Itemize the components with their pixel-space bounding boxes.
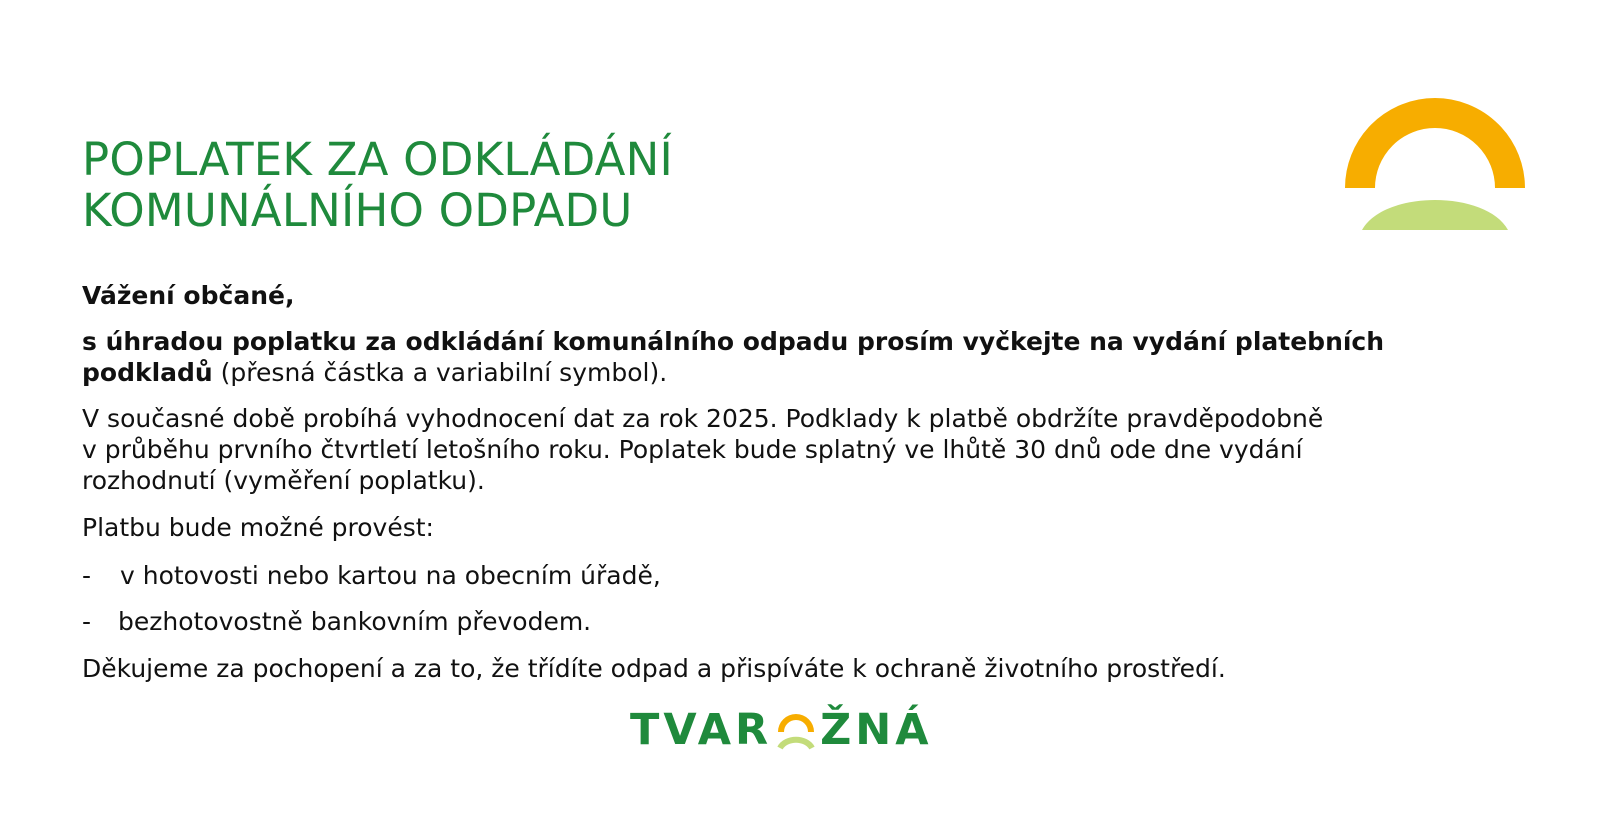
evaluation-info-line-2: v průběhu prvního čtvrtletí letošního roku. Poplatek bude splatný ve lhůtě 30 dnů ode dne vydání	[82, 435, 1303, 464]
list-item	[82, 560, 661, 591]
bullet-text-transfer: bezhotovostně bankovním převodem.	[118, 607, 592, 636]
payment-wait-notice	[82, 326, 1522, 388]
wordmark-o-logo-icon	[776, 708, 816, 752]
bullet-dash: -	[82, 607, 92, 636]
bullet-text-cash: v hotovosti nebo kartou na obecním úřadě,	[120, 561, 661, 590]
title-line-2: KOMUNÁLNÍHO ODPADU	[82, 184, 633, 237]
tvarozna-wordmark	[630, 702, 933, 758]
payment-wait-detail: (přesná částka a variabilní symbol).	[212, 358, 668, 387]
sun-arc-logo-icon	[1344, 66, 1526, 238]
thanks-note: Děkujeme za pochopení a za to, že třídíte odpad a přispíváte k ochraně životního prostředí.	[82, 654, 1226, 683]
evaluation-info	[82, 403, 1323, 496]
list-item	[82, 606, 591, 637]
wordmark-left: TVAR	[630, 705, 773, 755]
payment-wait-bold-word: podkladů	[82, 358, 213, 387]
greeting: Vážení občané,	[82, 281, 295, 310]
page-title	[82, 134, 673, 236]
evaluation-info-line-1: V současné době probíhá vyhodnocení dat za rok 2025. Podklady k platbě obdržíte pravděpodobně	[82, 404, 1324, 433]
evaluation-info-line-3: rozhodnutí (vyměření poplatku).	[82, 466, 485, 495]
title-line-1: POPLATEK ZA ODKLÁDÁNÍ	[82, 133, 673, 186]
payment-wait-line-1: s úhradou poplatku za odkládání komunálního odpadu prosím vyčkejte na vydání platebních	[82, 327, 1385, 356]
payment-intro: Platbu bude možné provést:	[82, 513, 434, 542]
bullet-dash: -	[82, 561, 92, 590]
wordmark-right: ŽNÁ	[820, 705, 933, 755]
